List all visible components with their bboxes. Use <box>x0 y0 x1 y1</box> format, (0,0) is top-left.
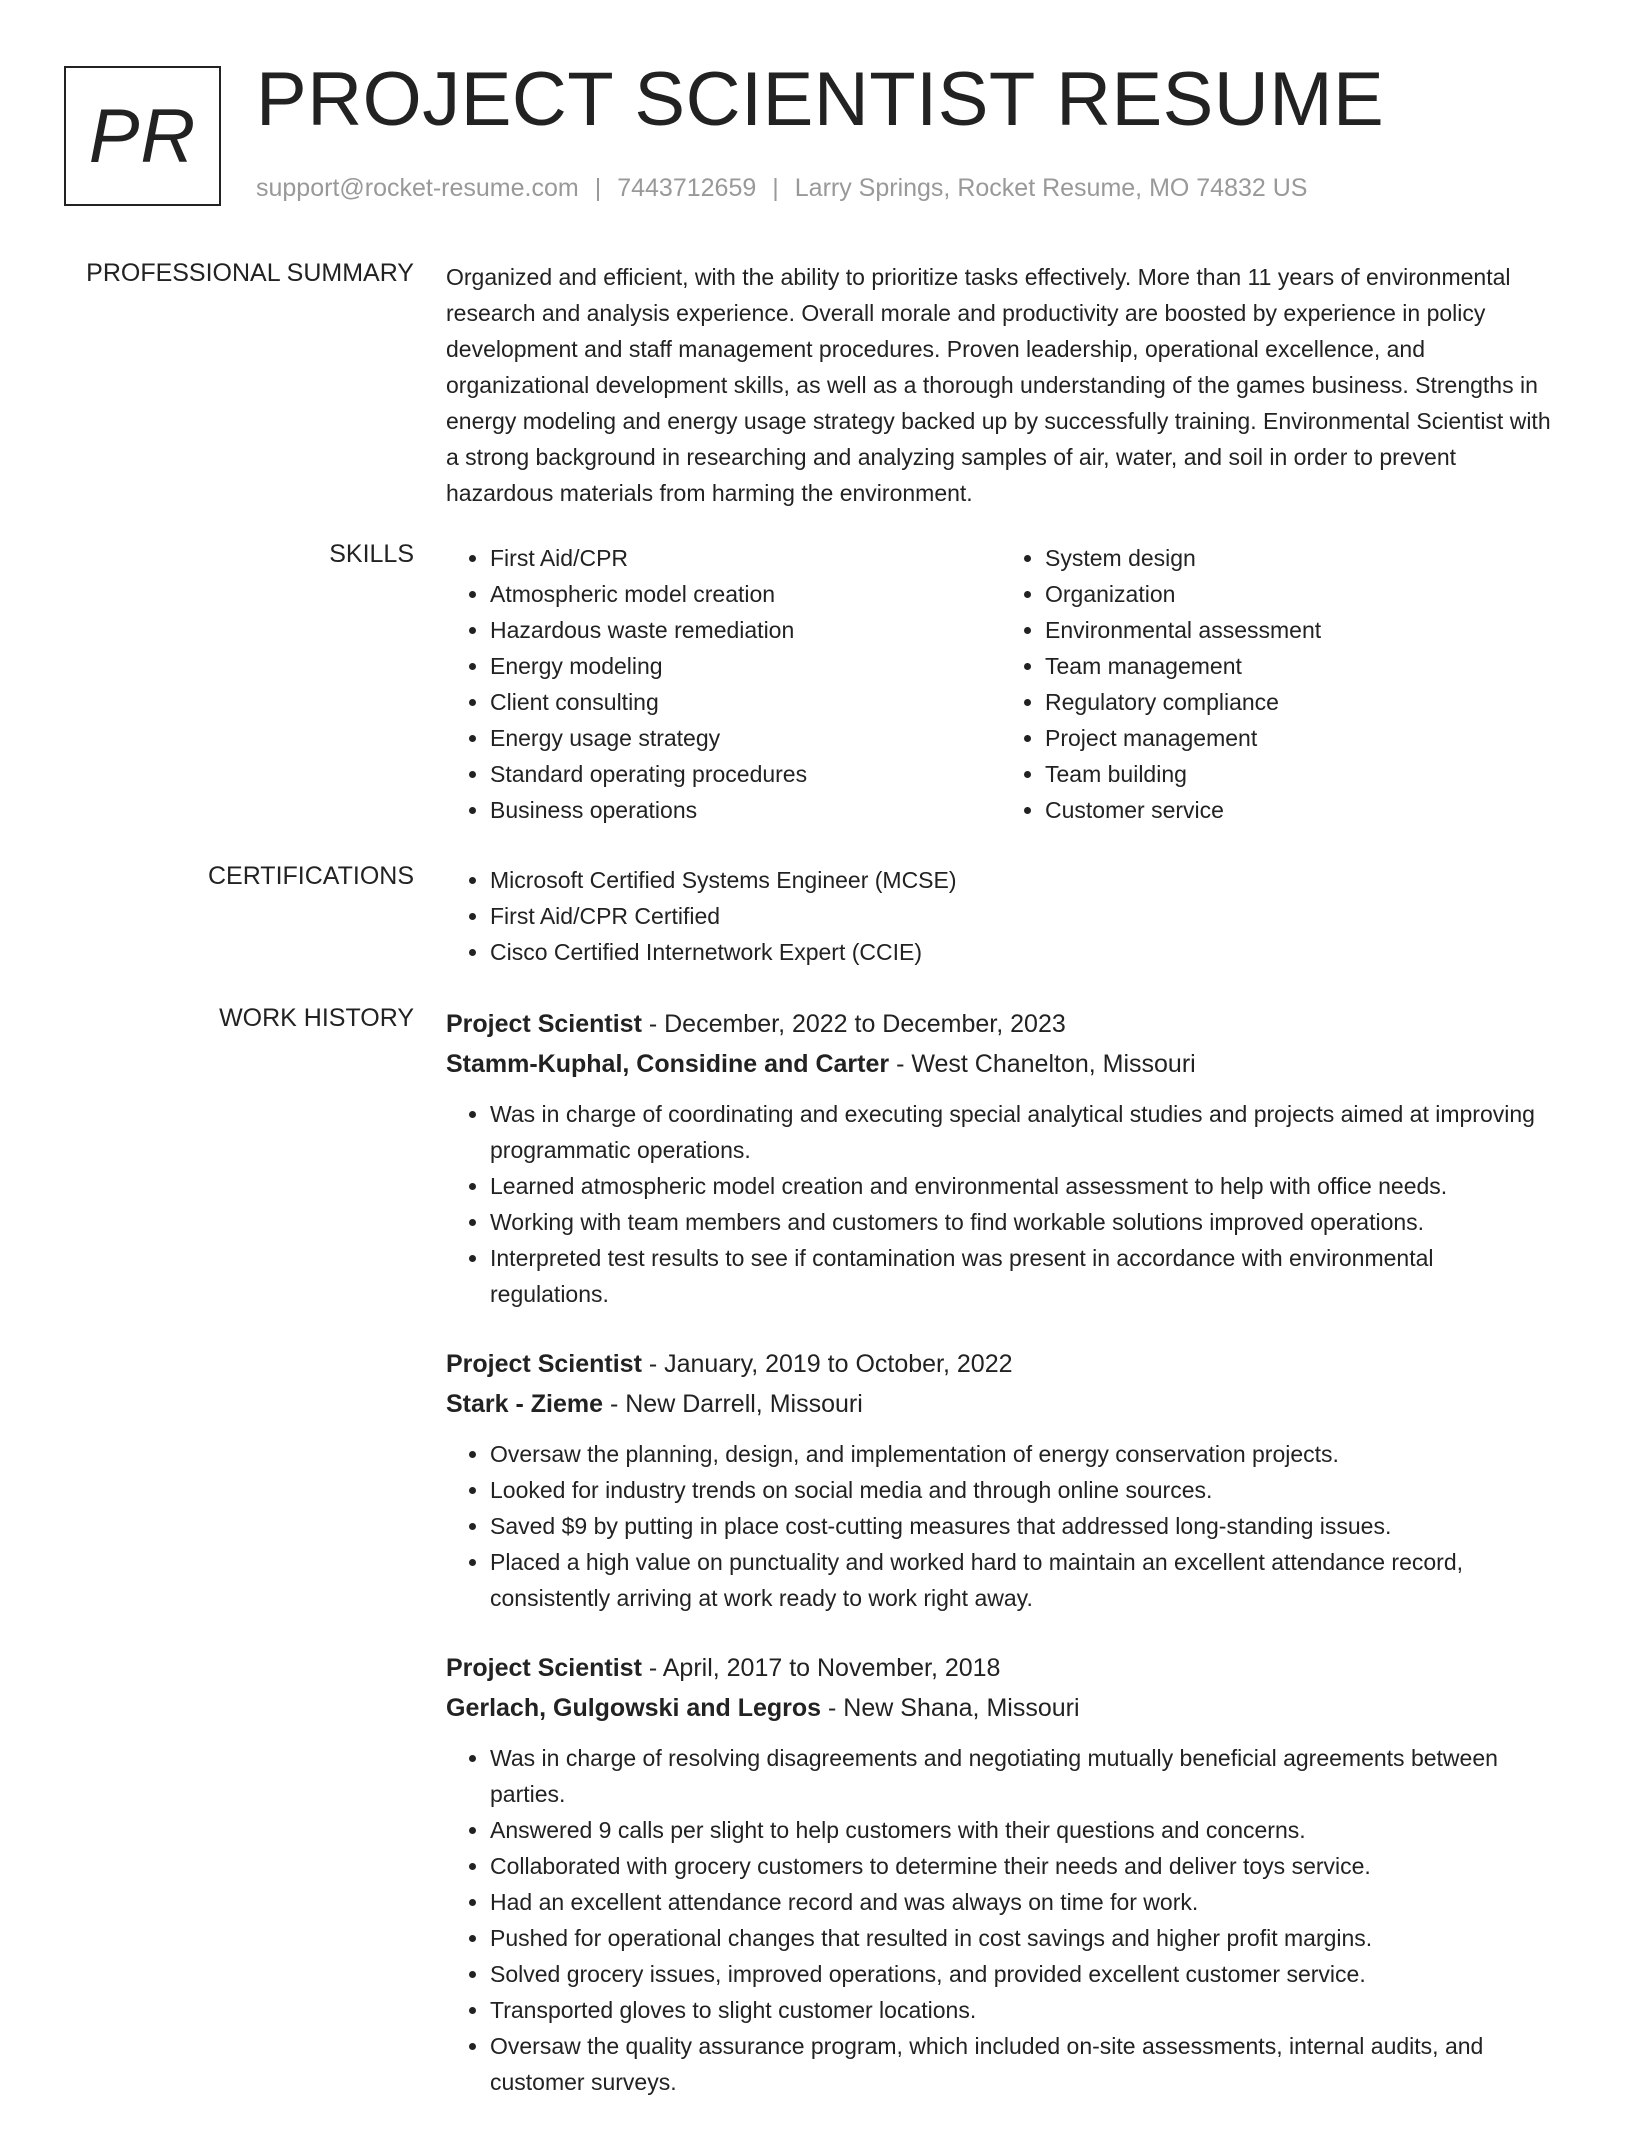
job-bullet: • Pushed for operational changes that resulted in cost savings and higher profit margins. <box>490 1920 1556 1956</box>
job-company-line <box>446 1384 1556 1424</box>
job-location: - New Shana, Missouri <box>821 1694 1080 1722</box>
skill-item: • Team building <box>1045 756 1556 792</box>
job-bullet: • Interpreted test results to see if contamination was present in accordance with environmental regulations. <box>490 1240 1556 1312</box>
section-label-certifications: CERTIFICATIONS <box>207 862 414 890</box>
skills-body <box>446 540 1556 828</box>
job-title-line <box>446 1648 1556 1688</box>
job-dates: - December, 2022 to December, 2023 <box>641 1010 1066 1038</box>
job-entry <box>446 1004 1556 1312</box>
skill-item: • Atmospheric model creation <box>490 576 1001 612</box>
skill-item: • Business operations <box>490 792 1001 828</box>
skill-item: • System design <box>1045 540 1556 576</box>
job-company: Stamm-Kuphal, Considine and Carter <box>446 1050 890 1078</box>
skill-item: • Regulatory compliance <box>1045 684 1556 720</box>
job-title-line <box>446 1004 1556 1044</box>
skill-item: • First Aid/CPR <box>490 540 1001 576</box>
monogram-box <box>64 66 221 206</box>
certification-item: • First Aid/CPR Certified <box>490 898 1556 934</box>
job-location: - New Darrell, Missouri <box>603 1390 863 1418</box>
job-bullet: • Was in charge of coordinating and executing special analytical studies and projects aimed at improving programmatic operations. <box>490 1096 1556 1168</box>
job-bullet: • Looked for industry trends on social media and through online sources. <box>490 1472 1556 1508</box>
job-title: Project Scientist <box>446 1654 642 1682</box>
job-company: Stark - Zieme <box>446 1390 604 1418</box>
certification-item: • Microsoft Certified Systems Engineer (MCSE) <box>490 862 1556 898</box>
skills-list-left <box>446 540 1001 828</box>
job-dates: - January, 2019 to October, 2022 <box>641 1350 1013 1378</box>
job-entry <box>446 1648 1556 2100</box>
job-company-line <box>446 1688 1556 1728</box>
job-bullets <box>446 1096 1556 1312</box>
job-bullet: • Was in charge of resolving disagreements and negotiating mutually beneficial agreements between parties. <box>490 1740 1556 1812</box>
job-bullet: • Learned atmospheric model creation and environmental assessment to help with office needs. <box>490 1168 1556 1204</box>
job-bullet: • Answered 9 calls per slight to help customers with their questions and concerns. <box>490 1812 1556 1848</box>
contact-email: support@rocket-resume.com <box>256 174 579 202</box>
section-label-work-history: WORK HISTORY <box>219 1004 414 1032</box>
summary-text: Organized and efficient, with the ability to prioritize tasks effectively. More than 11 years of environmental research and analysis experience. Overall morale and productivity are boosted by experience in policy development and staff management procedures. Proven leadership, operational excellence, and organizational development skills, as well as a thorough understanding of the games business. Strengths in energy modeling and energy usage strategy backed up by successfully training. Environmental Scientist with a strong background in researching and analyzing samples of air, water, and soil in order to prevent hazardous materials from harming the environment. <box>446 264 1551 506</box>
contact-address: Larry Springs, Rocket Resume, MO 74832 US <box>794 174 1308 202</box>
job-bullet: • Transported gloves to slight customer locations. <box>490 1992 1556 2028</box>
job-title: Project Scientist <box>446 1010 642 1038</box>
skill-item: • Standard operating procedures <box>490 756 1001 792</box>
job-bullet: • Had an excellent attendance record and was always on time for work. <box>490 1884 1556 1920</box>
summary-body <box>446 259 1556 511</box>
skill-item: • Organization <box>1045 576 1556 612</box>
job-location: - West Chanelton, Missouri <box>889 1050 1196 1078</box>
skills-list-right <box>1001 540 1556 828</box>
certification-item: • Cisco Certified Internetwork Expert (CCIE) <box>490 934 1556 970</box>
contact-phone: 7443712659 <box>617 174 757 202</box>
contact-separator: | <box>772 174 779 202</box>
skill-item: • Environmental assessment <box>1045 612 1556 648</box>
job-bullets <box>446 1740 1556 2100</box>
job-bullet: • Saved $9 by putting in place cost-cutting measures that addressed long-standing issues. <box>490 1508 1556 1544</box>
skill-item: • Energy modeling <box>490 648 1001 684</box>
job-company: Gerlach, Gulgowski and Legros <box>446 1694 822 1722</box>
job-bullet: • Solved grocery issues, improved operations, and provided excellent customer service. <box>490 1956 1556 1992</box>
job-company-line <box>446 1044 1556 1084</box>
skill-item: • Team management <box>1045 648 1556 684</box>
job-bullet: • Collaborated with grocery customers to determine their needs and deliver toys service. <box>490 1848 1556 1884</box>
job-bullet: • Working with team members and customers to find workable solutions improved operations. <box>490 1204 1556 1240</box>
skill-item: • Client consulting <box>490 684 1001 720</box>
job-bullet: • Oversaw the planning, design, and implementation of energy conservation projects. <box>490 1436 1556 1472</box>
work-history-body <box>446 1004 1556 2132</box>
contact-separator: | <box>594 174 602 202</box>
job-bullet: • Placed a high value on punctuality and worked hard to maintain an excellent attendance record, consistently arriving at work ready to work right away. <box>490 1544 1556 1616</box>
section-label-summary: PROFESSIONAL SUMMARY <box>86 259 414 287</box>
job-dates: - April, 2017 to November, 2018 <box>641 1654 1001 1682</box>
job-entry <box>446 1344 1556 1616</box>
page-title: PROJECT SCIENTIST RESUME <box>256 57 1385 142</box>
monogram-initials: PR <box>88 93 197 179</box>
skills-columns <box>446 540 1556 828</box>
job-bullet: • Oversaw the quality assurance program, which included on-site assessments, internal audits, and customer surveys. <box>490 2028 1556 2100</box>
certifications-list <box>446 862 1556 970</box>
job-title: Project Scientist <box>446 1350 642 1378</box>
skill-item: • Customer service <box>1045 792 1556 828</box>
skill-item: • Project management <box>1045 720 1556 756</box>
skill-item: • Energy usage strategy <box>490 720 1001 756</box>
certifications-body <box>446 862 1556 970</box>
job-title-line <box>446 1344 1556 1384</box>
section-label-skills: SKILLS <box>329 540 414 568</box>
skill-item: • Hazardous waste remediation <box>490 612 1001 648</box>
job-bullets <box>446 1436 1556 1616</box>
contact-line <box>256 174 1307 203</box>
